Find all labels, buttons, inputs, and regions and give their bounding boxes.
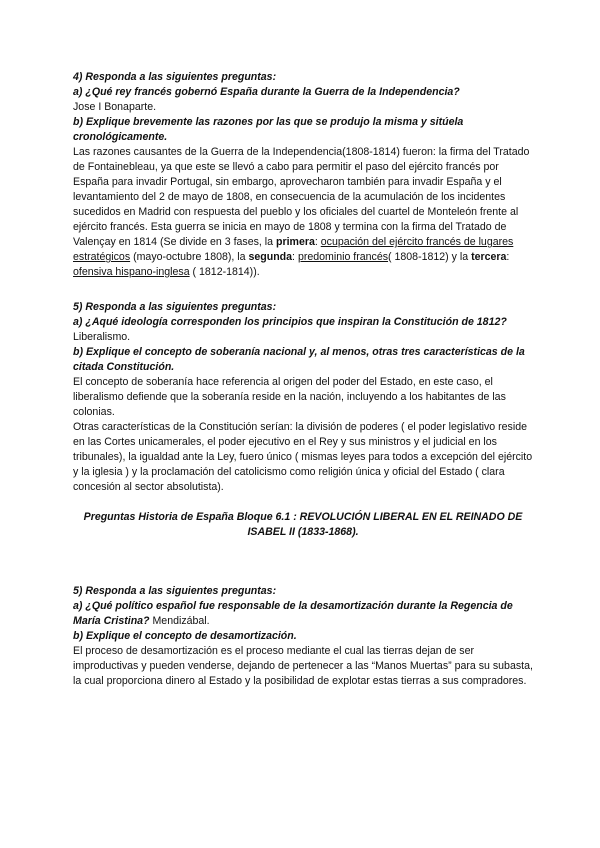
section-4-answer-a: Jose I Bonaparte. (73, 101, 157, 113)
section-5a-heading: 5) Responda a las siguientes preguntas: (73, 301, 277, 313)
spacer (73, 540, 533, 584)
section-5a-question-a: a) ¿Aqué ideología corresponden los principios que inspiran la Constitución de 1812? (73, 316, 507, 328)
block-title: Preguntas Historia de España Bloque 6.1 : REVOLUCIÓN LIBERAL EN EL REINADO DE ISABEL II (1833-1868). (83, 511, 523, 538)
section-5b-question-a: a) ¿Qué político español fue responsable de la desamortización durante la Regencia de María Cristina? (73, 600, 513, 627)
phase-2-label: segunda (248, 251, 293, 263)
answer-b-text: Las razones causantes de la Guerra de la Independencia(1808-1814) fueron: la firma del Tratado de Fontainebleau, ya que este se llevó a cabo para permitir el paso del ejército francés por España para invadir Portugal, sin embargo, aprovecharon también para invadir España y el levantamiento del 2 de mayo de 1808, en consecuencia de la acumulación de los incidentes sucedidos en Madrid con respuesta del pueblo y los oficiales del cuartel de Monteleón frente al ejército francés. Esta guerra se inicia en mayo de 1808 y termina con la firma del Tratado de Valençay en 1814 (Se divide en 3 fases, la (73, 146, 530, 248)
document-content (73, 70, 533, 689)
section-5a-answer-a: Liberalismo. (73, 331, 131, 343)
phase-3-label: tercera (471, 251, 507, 263)
section-4-heading: 4) Responda a las siguientes preguntas: (73, 71, 277, 83)
phase-1-label: primera (275, 236, 315, 248)
phase-3-name: ofensiva hispano-inglesa (73, 266, 190, 278)
spacer (73, 495, 533, 510)
phase-1-name: ocupación del ejército francés de lugares estratégicos (73, 236, 514, 263)
section-5a-answer-b-p1: El concepto de soberanía hace referencia al origen del poder del Estado, en este caso, el liberalismo defiende que la soberanía reside en la nación, incluyendo a los habitantes de las colonias. (73, 376, 506, 418)
phase-1-colon: : (314, 236, 321, 248)
section-5b-question-a-line (73, 599, 533, 629)
section-5b-answer-b: El proceso de desamortización es el proceso mediante el cual las tierras dejan de ser improductivas y pueden venderse, dejando de pertenecer a las “Manos Muertas” para su subasta, la cual proporciona dinero al Estado y la posibilidad de explotar estas tierras a sus compradores. (73, 645, 533, 687)
phase-2-colon: : (292, 251, 298, 263)
section-5b-question-b: b) Explique el concepto de desamortización. (73, 630, 297, 642)
phase-3-colon: : (506, 251, 510, 263)
phase-1-dates: (mayo-octubre 1808), la (130, 251, 249, 263)
phase-2-name: predominio francés (297, 251, 389, 263)
phase-2-dates: ( 1808-1812) y la (388, 251, 472, 263)
section-4-answer-b (73, 145, 533, 280)
section-4-question-a: a) ¿Qué rey francés gobernó España durante la Guerra de la Independencia? (73, 86, 460, 98)
section-5a-question-b: b) Explique el concepto de soberanía nacional y, al menos, otras tres características de la citada Constitución. (73, 346, 525, 373)
spacer (73, 280, 533, 300)
section-5a-answer-b-p2: Otras características de la Constitución serían: la división de poderes ( el poder legislativo reside en las Cortes unicamerales, el poder ejecutivo en el Rey y sus ministros y el judicial en los tribunales), la igualdad ante la Ley, fuero único ( mismas leyes para todos a excepción del ejército y la iglesia ) y la proclamación del catolicismo como religión única y oficial del Estado ( clara concesión al sector absolutista). (73, 421, 533, 493)
section-5b-heading: 5) Responda a las siguientes preguntas: (73, 585, 277, 597)
phase-3-dates: ( 1812-1814)). (189, 266, 260, 278)
section-4-question-b: b) Explique brevemente las razones por las que se produjo la misma y sitúela cronológicamente. (73, 116, 464, 143)
section-5b-answer-a: Mendizábal. (149, 615, 210, 627)
